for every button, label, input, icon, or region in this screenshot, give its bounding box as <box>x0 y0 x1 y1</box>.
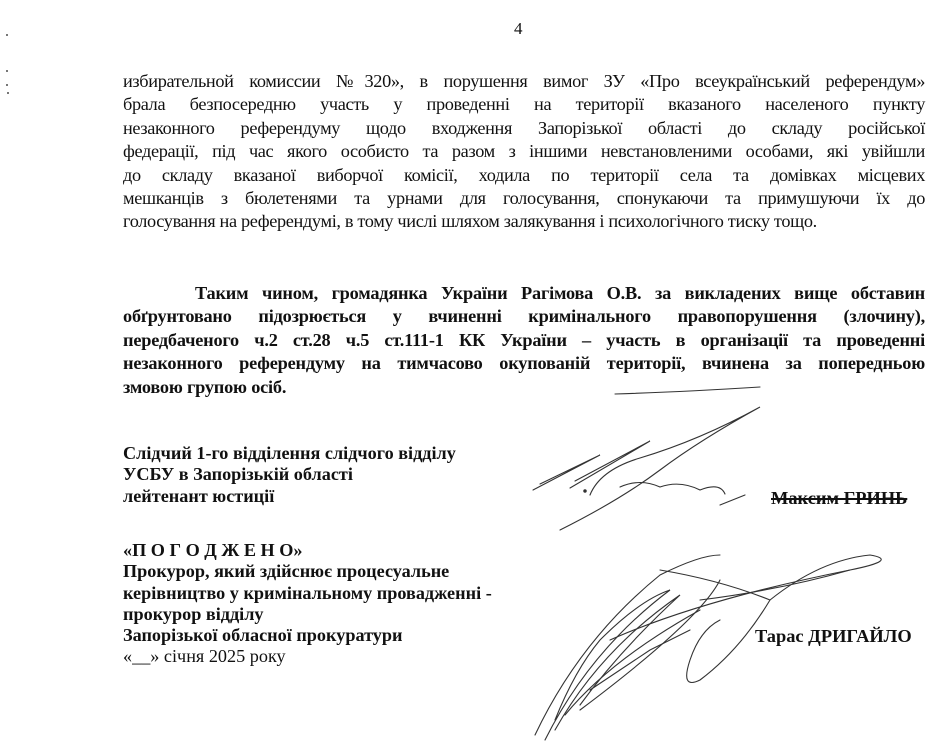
approval-block <box>123 540 492 668</box>
body-paragraph-facts <box>123 70 925 234</box>
scan-artifact <box>6 70 8 72</box>
approval-date: «__» січня 2025 року <box>123 646 286 667</box>
text-line: незаконного референдуму щодо входження Запорізької області до складу російської <box>123 117 925 138</box>
text-line: обґрунтовано підозрюється у вчиненні кримінального правопорушення (злочину), <box>123 306 925 327</box>
scan-artifact <box>6 34 8 36</box>
text-line: передбаченого ч.2 ст.28 ч.5 ст.111-1 КК України – участь в організації та проведенні <box>123 329 925 350</box>
prosecutor-name: Тарас ДРИГАЙЛО <box>755 626 912 646</box>
investigator-title-line: лейтенант юстиції <box>123 485 275 506</box>
approval-heading: «П О Г О Д Ж Е Н О» <box>123 540 303 560</box>
prosecutor-title-line: керівництво у кримінальному провадженні - <box>123 582 492 603</box>
text-line: избирательной комиссии №320», в порушення вимог ЗУ «Про всеукраїнський референдум» <box>123 71 925 91</box>
text-line: мешканців з бюлетенями та урнами для голосування, спонукаючи та примушуючи їх до <box>123 188 925 209</box>
scan-artifact <box>6 84 8 86</box>
text-line: федерації, під час якого особисто та разом з іншими невстановленими особами, які увійшли <box>123 141 925 162</box>
investigator-name: Максим ГРИНЬ <box>771 488 908 508</box>
investigator-title-line: УСБУ в Запорізькій області <box>123 464 353 485</box>
prosecutor-title-line: прокурор відділу <box>123 603 264 624</box>
text-line: незаконного референдуму на тимчасово окупованій території, вчинена за попередньою <box>123 353 925 374</box>
text-line: брала безпосередню участь у проведенні на території вказаного населеного пункту <box>123 94 925 115</box>
prosecutor-title-line: Запорізької обласної прокуратури <box>123 625 403 646</box>
text-line: змовою групою осіб. <box>123 376 287 397</box>
scan-artifact <box>7 92 9 94</box>
text-line: до складу вказаної виборчої комісії, ходила по території села та домівках місцевих <box>123 164 925 185</box>
body-paragraph-conclusion <box>123 282 925 399</box>
prosecutor-title-line: Прокурор, який здійснює процесуальне <box>123 561 450 582</box>
text-line: голосування на референдумі, в тому числі шляхом залякування і психологічного тиску тощо. <box>123 211 817 232</box>
text-line: Таким чином, громадянка України Рагімова О.В. за викладених вище обставин <box>195 283 925 303</box>
investigator-title-block <box>123 443 456 507</box>
page-number: 4 <box>514 19 523 38</box>
investigator-title-line: Слідчий 1-го відділення слідчого відділу <box>123 443 456 463</box>
